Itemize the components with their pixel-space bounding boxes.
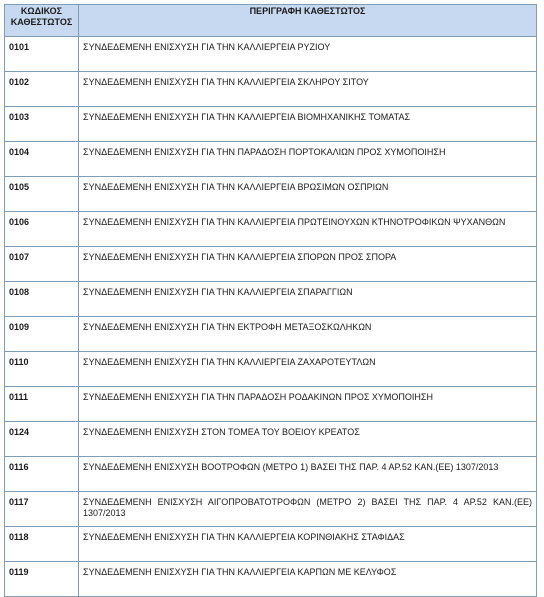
table-row — [5, 142, 537, 177]
scheme-code: 0107 — [5, 247, 79, 282]
header-code: ΚΩΔΙΚΟΣ ΚΑΘΕΣΤΩΤΟΣ — [5, 5, 79, 37]
scheme-description: ΣΥΝΔΕΔΕΜΕΝΗ ΕΝΙΣΧΥΣΗ ΓΙΑ ΤΗΝ ΚΑΛΛΙΕΡΓΕΙΑ ΣΠΟΡΩΝ ΠΡΟΣ ΣΠΟΡΑ — [79, 247, 537, 282]
table-row — [5, 177, 537, 212]
table-row — [5, 352, 537, 387]
scheme-description: ΣΥΝΔΕΔΕΜΕΝΗ ΕΝΙΣΧΥΣΗ ΑΙΓΟΠΡΟΒΑΤΟΤΡΟΦΩΝ (ΜΕΤΡΟ 2) ΒΑΣΕΙ ΤΗΣ ΠΑΡ. 4 ΑΡ.52 ΚΑΝ.(ΕΕ) 1307/2013 — [79, 492, 537, 527]
scheme-code: 0104 — [5, 142, 79, 177]
scheme-code: 0102 — [5, 72, 79, 107]
scheme-description: ΣΥΝΔΕΔΕΜΕΝΗ ΕΝΙΣΧΥΣΗ ΓΙΑ ΤΗΝ ΚΑΛΛΙΕΡΓΕΙΑ ΣΠΑΡΑΓΓΙΩΝ — [79, 282, 537, 317]
header-description: ΠΕΡΙΓΡΑΦΗ ΚΑΘΕΣΤΩΤΟΣ — [79, 5, 537, 37]
table-row — [5, 212, 537, 247]
scheme-description: ΣΥΝΔΕΔΕΜΕΝΗ ΕΝΙΣΧΥΣΗ ΓΙΑ ΤΗΝ ΚΑΛΛΙΕΡΓΕΙΑ ΠΡΩΤΕΙΝΟΥΧΩΝ ΚΤΗΝΟΤΡΟΦΙΚΩΝ ΨΥΧΑΝΘΩΝ — [79, 212, 537, 247]
table-row — [5, 387, 537, 422]
scheme-description: ΣΥΝΔΕΔΕΜΕΝΗ ΕΝΙΣΧΥΣΗ ΣΤΟΝ ΤΟΜΕΑ ΤΟΥ ΒΟΕΙΟΥ ΚΡΕΑΤΟΣ — [79, 422, 537, 457]
scheme-description: ΣΥΝΔΕΔΕΜΕΝΗ ΕΝΙΣΧΥΣΗ ΓΙΑ ΤΗΝ ΚΑΛΛΙΕΡΓΕΙΑ ΖΑΧΑΡΟΤΕΥΤΛΩΝ — [79, 352, 537, 387]
scheme-code: 0124 — [5, 422, 79, 457]
table-header — [5, 5, 537, 37]
scheme-code: 0108 — [5, 282, 79, 317]
scheme-description: ΣΥΝΔΕΔΕΜΕΝΗ ΕΝΙΣΧΥΣΗ ΓΙΑ ΤΗΝ ΚΑΛΛΙΕΡΓΕΙΑ ΣΚΛΗΡΟΥ ΣΙΤΟΥ — [79, 72, 537, 107]
table-body — [5, 37, 537, 597]
table-row — [5, 492, 537, 527]
scheme-code: 0106 — [5, 212, 79, 247]
table-row — [5, 247, 537, 282]
scheme-description: ΣΥΝΔΕΔΕΜΕΝΗ ΕΝΙΣΧΥΣΗ ΒΟΟΤΡΟΦΩΝ (ΜΕΤΡΟ 1) ΒΑΣΕΙ ΤΗΣ ΠΑΡ. 4 ΑΡ.52 ΚΑΝ.(ΕΕ) 1307/2013 — [79, 457, 537, 492]
scheme-code: 0118 — [5, 527, 79, 562]
scheme-description: ΣΥΝΔΕΔΕΜΕΝΗ ΕΝΙΣΧΥΣΗ ΓΙΑ ΤΗΝ ΚΑΛΛΙΕΡΓΕΙΑ ΚΟΡΙΝΘΙΑΚΗΣ ΣΤΑΦΙΔΑΣ — [79, 527, 537, 562]
scheme-code: 0109 — [5, 317, 79, 352]
scheme-description: ΣΥΝΔΕΔΕΜΕΝΗ ΕΝΙΣΧΥΣΗ ΓΙΑ ΤΗΝ ΠΑΡΑΔΟΣΗ ΡΟΔΑΚΙΝΩΝ ΠΡΟΣ ΧΥΜΟΠΟΙΗΣΗ — [79, 387, 537, 422]
header-row — [5, 5, 537, 37]
scheme-description: ΣΥΝΔΕΔΕΜΕΝΗ ΕΝΙΣΧΥΣΗ ΓΙΑ ΤΗΝ ΚΑΛΛΙΕΡΓΕΙΑ ΒΡΩΣΙΜΩΝ ΟΣΠΡΙΩΝ — [79, 177, 537, 212]
scheme-description: ΣΥΝΔΕΔΕΜΕΝΗ ΕΝΙΣΧΥΣΗ ΓΙΑ ΤΗΝ ΚΑΛΛΙΕΡΓΕΙΑ ΡΥΖΙΟΥ — [79, 37, 537, 72]
scheme-code: 0111 — [5, 387, 79, 422]
scheme-description: ΣΥΝΔΕΔΕΜΕΝΗ ΕΝΙΣΧΥΣΗ ΓΙΑ ΤΗΝ ΕΚΤΡΟΦΗ ΜΕΤΑΞΟΣΚΩΛΗΚΩΝ — [79, 317, 537, 352]
scheme-code: 0119 — [5, 562, 79, 597]
table-row — [5, 527, 537, 562]
table-row — [5, 282, 537, 317]
table-row — [5, 37, 537, 72]
schemes-table — [4, 4, 537, 597]
table-row — [5, 562, 537, 597]
table-row — [5, 457, 537, 492]
scheme-code: 0117 — [5, 492, 79, 527]
scheme-description: ΣΥΝΔΕΔΕΜΕΝΗ ΕΝΙΣΧΥΣΗ ΓΙΑ ΤΗΝ ΚΑΛΛΙΕΡΓΕΙΑ ΒΙΟΜΗΧΑΝΙΚΗΣ ΤΟΜΑΤΑΣ — [79, 107, 537, 142]
scheme-description: ΣΥΝΔΕΔΕΜΕΝΗ ΕΝΙΣΧΥΣΗ ΓΙΑ ΤΗΝ ΠΑΡΑΔΟΣΗ ΠΟΡΤΟΚΑΛΙΩΝ ΠΡΟΣ ΧΥΜΟΠΟΙΗΣΗ — [79, 142, 537, 177]
scheme-code: 0103 — [5, 107, 79, 142]
table-row — [5, 422, 537, 457]
table-row — [5, 107, 537, 142]
scheme-code: 0105 — [5, 177, 79, 212]
scheme-code: 0101 — [5, 37, 79, 72]
table-row — [5, 72, 537, 107]
scheme-code: 0116 — [5, 457, 79, 492]
scheme-description: ΣΥΝΔΕΔΕΜΕΝΗ ΕΝΙΣΧΥΣΗ ΓΙΑ ΤΗΝ ΚΑΛΛΙΕΡΓΕΙΑ ΚΑΡΠΩΝ ΜΕ ΚΕΛΥΦΟΣ — [79, 562, 537, 597]
scheme-code: 0110 — [5, 352, 79, 387]
table-row — [5, 317, 537, 352]
